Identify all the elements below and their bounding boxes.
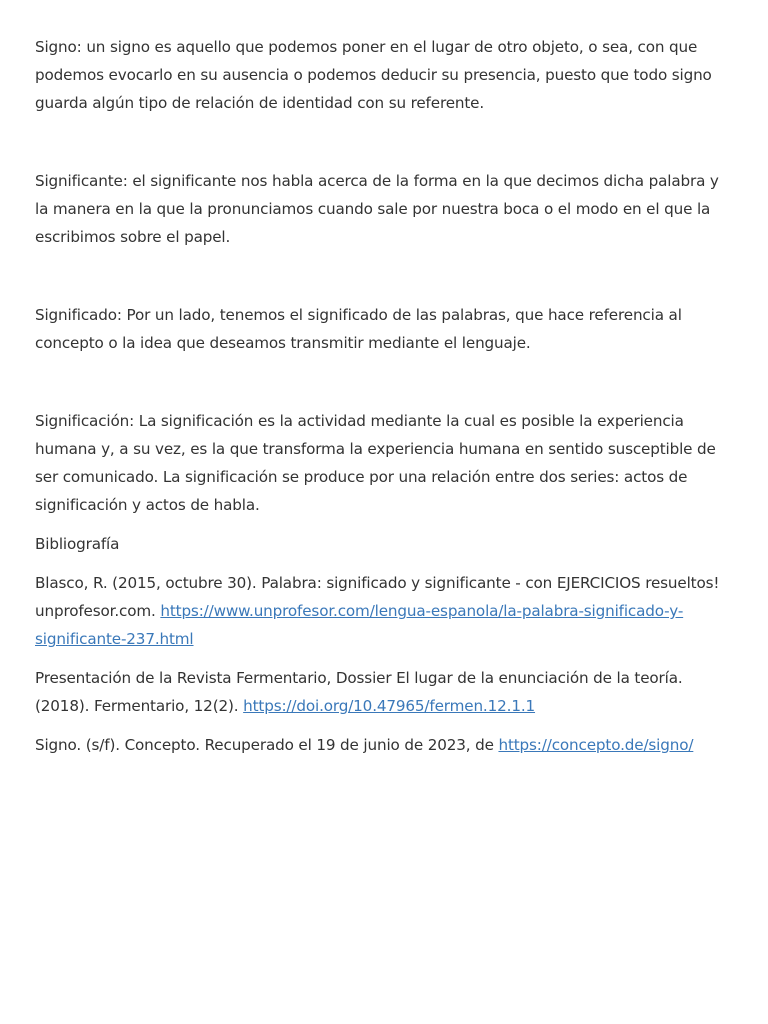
document-page — [35, 33, 735, 759]
bibliography-entry-text: Presentación de la Revista Fermentario, Dossier El lugar de la enunciación de la teoría. (2018). Fermentario, 12(2). — [35, 669, 683, 715]
paragraph-significacion: Significación: La significación es la actividad mediante la cual es posible la experiencia humana y, a su vez, es la que transforma la experiencia humana en sentido susceptible de ser comunicado. La significación se produce por una relación entre dos series: actos de significación y actos de habla. — [35, 412, 716, 514]
paragraph-signo: Signo: un signo es aquello que podemos poner en el lugar de otro objeto, o sea, con que podemos evocarlo en su ausencia o podemos deducir su presencia, puesto que todo signo guarda algún tipo de relación de identidad con su referente. — [35, 38, 712, 112]
bibliography-entry-text: Blasco, R. (2015, octubre 30). Palabra: significado y significante - con EJERCICIOS resueltos! unprofesor.com. — [35, 574, 720, 620]
bibliography-entry-link[interactable]: https://concepto.de/signo/ — [498, 736, 694, 754]
bibliography-entry — [35, 569, 735, 653]
bibliography-heading: Bibliografía — [35, 535, 120, 553]
bibliography-entry — [35, 731, 735, 759]
bibliography-entry-link[interactable]: https://www.unprofesor.com/lengua-espanola/la-palabra-significado-y-significante-237.html — [35, 602, 684, 648]
bibliography-entry — [35, 664, 735, 720]
paragraph-significante: Significante: el significante nos habla acerca de la forma en la que decimos dicha palabra y la manera en la que la pronunciamos cuando sale por nuestra boca o el modo en el que la escribimos sobre el papel. — [35, 172, 719, 246]
paragraph-significado: Significado: Por un lado, tenemos el significado de las palabras, que hace referencia al concepto o la idea que deseamos transmitir mediante el lenguaje. — [35, 306, 682, 352]
bibliography-entry-link[interactable]: https://doi.org/10.47965/fermen.12.1.1 — [243, 697, 536, 715]
bibliography-entry-text: Signo. (s/f). Concepto. Recuperado el 19 de junio de 2023, de — [35, 736, 499, 754]
